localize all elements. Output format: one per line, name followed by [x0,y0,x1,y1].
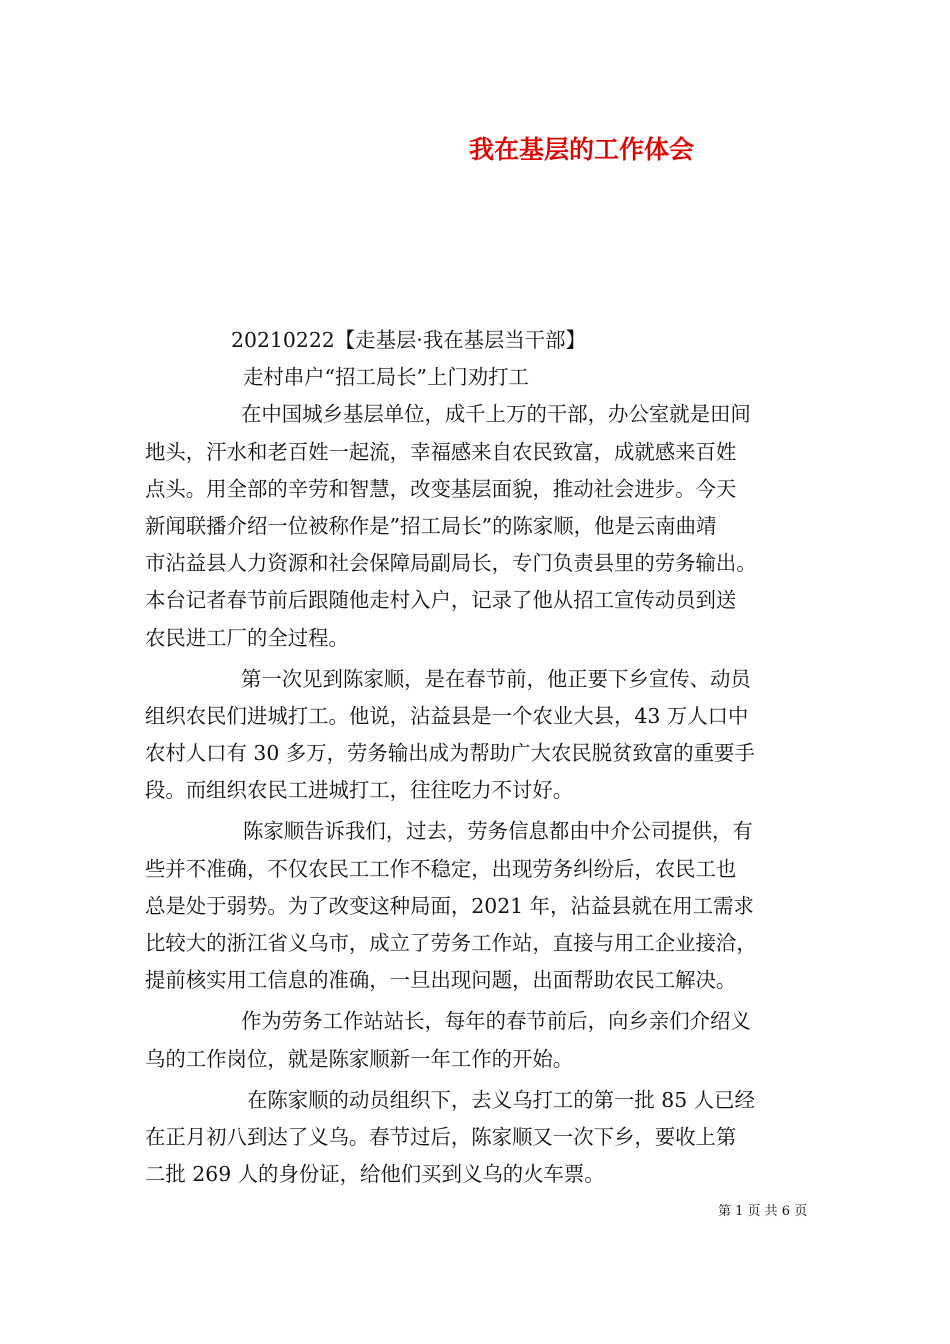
paragraph-line: 农村人口有 30 多万，劳务输出成为帮助广大农民脱贫致富的重要手 [145,741,755,766]
paragraph-line: 点头。用全部的辛劳和智慧，改变基层面貌，推动社会进步。今天 [145,476,737,501]
paragraph-line: 地头，汗水和老百姓一起流，幸福感来自农民致富，成就感来百姓 [145,439,737,464]
paragraph-line: 段。而组织农民工进城打工，往往吃力不讨好。 [145,778,574,803]
paragraph-line: 新闻联播介绍一位被称作是”招工局长”的陈家顺，他是云南曲靖 [145,513,717,538]
paragraph [145,1003,825,1077]
paragraph [145,396,825,656]
header-line: 20210222【走基层·我在基层当干部】 [231,328,586,352]
document-body [145,322,825,1193]
paragraph-line: 第一次见到陈家顺，是在春节前，他正要下乡宣传、动员 [241,666,751,691]
paragraph-line: 在陈家顺的动员组织下，去义乌打工的第一批 85 人已经 [247,1087,755,1112]
paragraph-line: 作为劳务工作站站长，每年的春节前后，向乡亲们介绍义 [241,1009,751,1034]
paragraph-line: 市沾益县人力资源和社会保障局副局长，专门负责县里的劳务输出。 [145,551,757,576]
paragraph-line: 比较大的浙江省义乌市，成立了劳务工作站，直接与用工企业接洽， [145,931,757,955]
paragraph [145,661,825,810]
paragraph [145,813,825,999]
paragraph-line: 陈家顺告诉我们，过去，劳务信息都由中介公司提供，有 [243,819,753,844]
paragraph-line: 二批 269 人的身份证，给他们买到义乌的火车票。 [145,1162,605,1187]
paragraph-line: 些并不准确，不仅农民工工作不稳定，出现劳务纠纷后，农民工也 [145,856,737,881]
page-number-footer: 第 1 页 共 6 页 [718,1204,808,1219]
paragraph-line: 农民进工厂的全过程。 [145,625,349,650]
article-subtitle: 走村串户“招工局长”上门劝打工 [243,365,529,390]
paragraph-line: 在中国城乡基层单位，成千上万的干部，办公室就是田间 [241,402,751,427]
paragraph-line: 组织农民们进城打工。他说，沾益县是一个农业大县，43 万人口中 [145,703,749,728]
paragraph-line: 乌的工作岗位，就是陈家顺新一年工作的开始。 [145,1046,574,1071]
paragraph-line: 本台记者春节前后跟随他走村入户，记录了他从招工宣传动员到送 [145,588,737,613]
paragraph [145,1082,825,1194]
document-title: 我在基层的工作体会 [469,135,695,164]
paragraph-line: 提前核实用工信息的准确，一旦出现问题，出面帮助农民工解决。 [145,968,737,993]
paragraph-line: 总是处于弱势。为了改变这种局面，2021 年，沾益县就在用工需求 [145,893,754,918]
paragraph-line: 在正月初八到达了义乌。春节过后，陈家顺又一次下乡，要收上第 [145,1124,737,1149]
